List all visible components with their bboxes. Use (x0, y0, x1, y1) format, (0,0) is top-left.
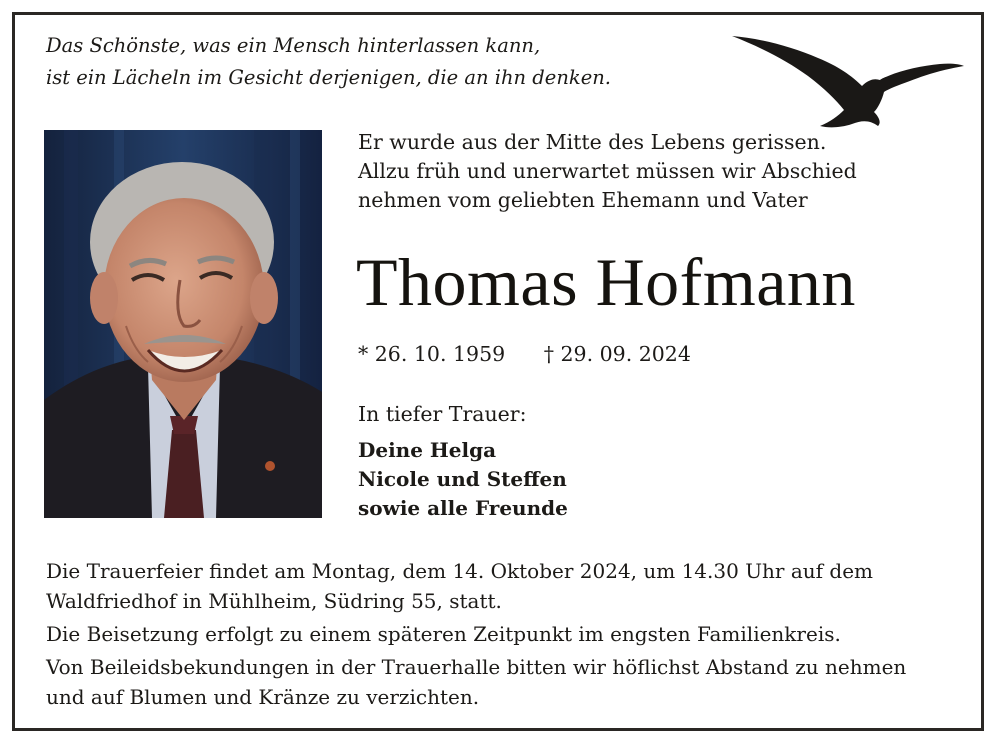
intro-line-2: Allzu früh und unerwartet müssen wir Abschied (358, 159, 857, 183)
deceased-name: Thomas Hofmann (356, 244, 856, 320)
memorial-quote (46, 30, 686, 94)
mourners-list (358, 436, 568, 523)
mourner: Nicole und Steffen (358, 467, 567, 491)
quote-line-1: Das Schönste, was ein Mensch hinterlassen kann, (46, 34, 541, 57)
mourner: sowie alle Freunde (358, 496, 568, 520)
burial-info: Die Beisetzung erfolgt zu einem späteren Zeitpunkt im engsten Familienkreis. (46, 622, 841, 646)
condolence-line-1: Von Beileidsbekundungen in der Trauerhalle bitten wir höflichst Abstand zu nehmen (46, 655, 907, 679)
flying-bird-icon (728, 28, 968, 134)
mourner: Deine Helga (358, 438, 497, 462)
funeral-info (46, 556, 966, 616)
quote-line-2: ist ein Lächeln im Gesicht derjenigen, die an ihn denken. (46, 66, 611, 89)
funeral-info-line-1: Die Trauerfeier findet am Montag, dem 14. Oktober 2024, um 14.30 Uhr auf dem (46, 559, 874, 583)
condolence-line-2: und auf Blumen und Kränze zu verzichten. (46, 685, 480, 709)
intro-line-1: Er wurde aus der Mitte des Lebens gerissen. (358, 130, 827, 154)
life-dates (358, 339, 691, 369)
intro-line-3: nehmen vom geliebten Ehemann und Vater (358, 188, 808, 212)
portrait-photo (44, 130, 322, 518)
birth-date: * 26. 10. 1959 (358, 342, 506, 366)
funeral-info-line-2: Waldfriedhof in Mühlheim, Südring 55, statt. (46, 589, 502, 613)
mourning-intro: In tiefer Trauer: (358, 402, 527, 426)
intro-text (358, 128, 958, 215)
death-date: † 29. 09. 2024 (543, 342, 691, 366)
condolence-info (46, 652, 966, 712)
funeral-notes (46, 556, 966, 715)
